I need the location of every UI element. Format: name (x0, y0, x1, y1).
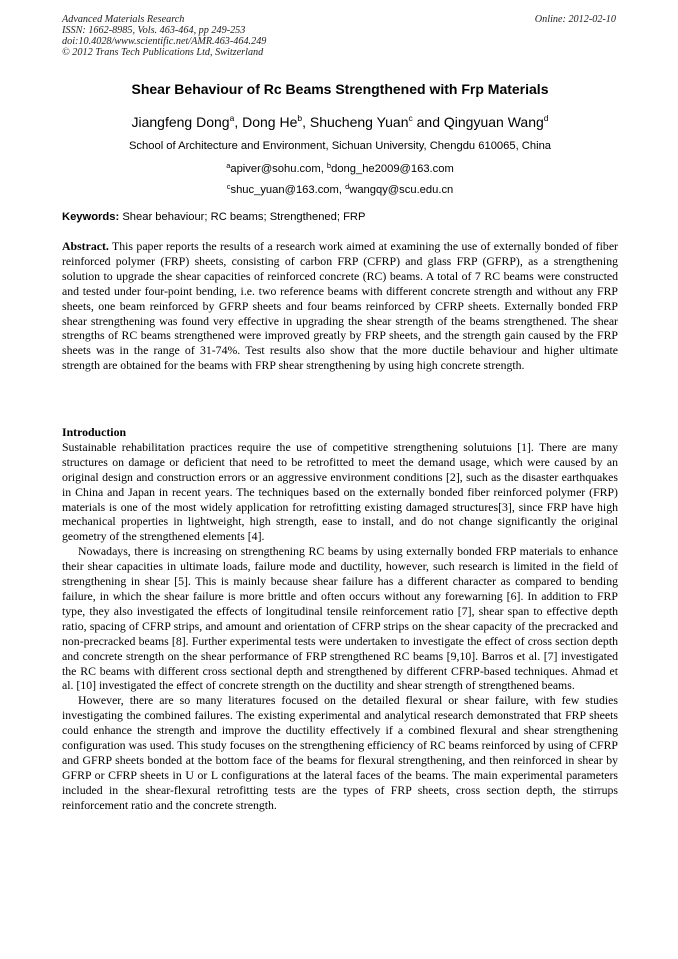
journal-header (62, 14, 618, 58)
paper-title: Shear Behaviour of Rc Beams Strengthened with Frp Materials (131, 81, 549, 97)
journal-name: Advanced Materials Research (62, 14, 185, 25)
paragraph: Nowadays, there is increasing on strengthening RC beams by using externally bonded FRP materials to enhance their shear capacities in ultimate loads, failure mode and ductility, however, such research is limited in the field of strengthening in shear [5]. This is mainly because shear failure has a different character as compared to bending failure, in which the shear failure is more brittle and often occurs without any forewarning [6]. In addition to FRP type, they also investigated the effects of longitudinal tensile reinforcement ratio [7], shear span to effective depth ratio, spacing of CFRP strips, and amount and orientation of CFRP strips on the shear capacity of the precracked and non-precracked beams [8]. Further experimental tests were undertaken to investigate the effect of cross section depth and concrete strength on the shear performance of FRP strengthened RC beams [9,10]. Barros et al. [7] investigated the RC beams with different cross sectional depth and strengthened by different CFRP-based techniques. Ahmad et al. [10] investigated the effect of concrete strength on the ductility and shear strength of strengthened beams. (62, 544, 618, 693)
doi-line: doi:10.4028/www.scientific.net/AMR.463-464.249 (62, 36, 267, 47)
author-affil-mark: c (408, 113, 413, 123)
keywords-label: Keywords: (62, 211, 120, 223)
author-affil-mark: d (543, 113, 549, 123)
affiliation: School of Architecture and Environment, Sichuan University, Chengdu 610065, China (128, 140, 552, 152)
online-date: Online: 2012-02-10 (534, 14, 616, 25)
email-line-1: $^a$apiver@sohu.com, $^b$dong_he2009@163.com (226, 161, 454, 175)
section-heading: Introduction (62, 425, 127, 439)
email-address[interactable]: shuc_yuan@163.com, (230, 184, 342, 196)
email-address[interactable]: wangqy@scu.edu.cn (349, 184, 454, 196)
paragraph: Sustainable rehabilitation practices require the use of competitive strengthening solutuions [1]. There are many structures on damage or deficient that need to be retrofitted to meet the demand usage, which were caused by an original design and construction errors or an aggressive environment conditions [2], such as the disaster earthquakes in China and Japan in recent years. The techniques based on the externally bonded fiber reinforced polymer (FRP) materials is one of the most widely application for retrofitting existing damaged structures[3], since FRP have high mechanical properties in lightweight, high strength, ease to install, and do not change significantly the original geometry of the strengthened elements [4]. (62, 439, 618, 544)
email-address[interactable]: dong_he2009@163.com (331, 163, 454, 175)
abstract (62, 239, 618, 373)
issn-line: ISSN: 1662-8985, Vols. 463-464, pp 249-253 (62, 25, 246, 36)
author-list: Jiangfeng Dong$^a$, Dong He$^b$, Shucheng Yuan$^c$ and Qingyuan Wang$^d$ (131, 113, 549, 130)
author-name: Shucheng Yuan (309, 114, 409, 130)
abstract-label: Abstract. (62, 239, 109, 253)
keywords-text: Shear behaviour; RC beams; Strengthened; FRP (122, 211, 366, 223)
keywords (62, 210, 618, 224)
author-name: Dong He (242, 114, 298, 130)
paragraph: However, there are so many literatures focused on the detailed flexural or shear failure, with few studies investigating the combined failures. The existing experimental and analytical research demonstrated that FRP sheets could enhance the strength and improve the ductility effectively if a combined flexural and shear strengthening configuration was used. This study focuses on the strengthening efficiency of RC beams reinforced by using of CFRP and GFRP sheets bonded at the bottom face of the beams for flexural strengthening, and then reinforced in shear by GFRP or CFRP sheets in U or L configurations at the lateral faces of the beams. The main experimental parameters included in the shear-flexural retrofitting tests are the types of FRP sheets, cross section depth, the stirrups reinforcement ratio and the concrete strength. (62, 693, 618, 812)
author-affil-mark: a (229, 113, 235, 123)
email-address[interactable]: apiver@sohu.com, (230, 163, 324, 175)
author-affil-mark: b (297, 113, 303, 123)
abstract-text: This paper reports the results of a research work aimed at examining the use of externally bonded of fiber reinforced polymer (FRP) sheets, consisting of carbon FRP (CFRP) and glass FRP (GFRP), as a strengthening solution to upgrade the shear capacities of reinforced concrete (RC) beams. A total of 7 RC beams were constructed and tested under four-point bending, i.e. two reference beams with different concrete strength and without any FRP sheets, one beam reinforced by GFRP sheets and four beams reinforced by CFRP sheets. Externally bonded FRP shear strengthening was found very effective in upgrading the shear strength of the beams strengthened. The shear strengths of RC beams strengthened were improved greatly by FRP sheets, and the strength gain caused by the FRP sheets was in the range of 31-74%. Test results also show that the more ductile behaviour and higher ultimate strength are obtained for the beams with FRP shear strengthening by using high concrete strength. (62, 239, 618, 373)
introduction-section (62, 425, 618, 813)
email-line-2: $^c$shuc_yuan@163.com, $^d$wangqy@scu.edu.cn (226, 182, 454, 196)
author-name: Qingyuan Wang (443, 114, 544, 130)
author-name: Jiangfeng Dong (131, 114, 230, 130)
copyright-line: © 2012 Trans Tech Publications Ltd, Switzerland (62, 47, 264, 58)
